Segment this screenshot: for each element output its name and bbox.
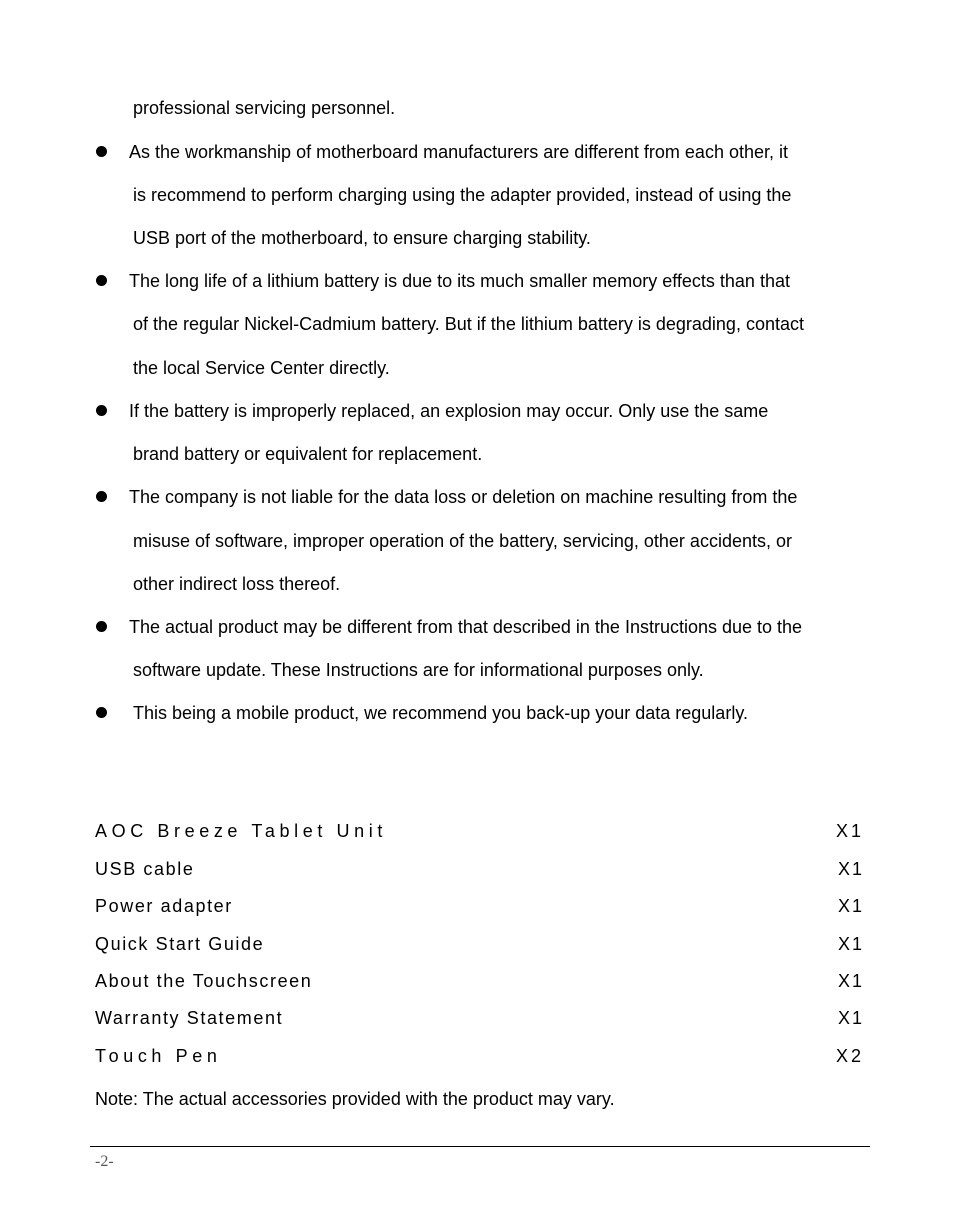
text-line: the local Service Center directly. [133, 358, 390, 378]
accessory-name: Quick Start Guide [95, 934, 265, 954]
accessory-name: AOC Breeze Tablet Unit [95, 821, 387, 841]
bullet-icon [96, 405, 107, 416]
accessory-name: USB cable [95, 859, 195, 879]
accessory-qty: X1 [837, 934, 864, 954]
accessory-name: About the Touchscreen [95, 971, 313, 991]
bullet-text: The actual product may be different from that described in the Instructions due to the [129, 617, 803, 637]
bullet-icon [96, 275, 107, 286]
text-line: is recommend to perform charging using the adapter provided, instead of using the [133, 185, 792, 205]
text-line: other indirect loss thereof. [133, 574, 341, 594]
text-line: brand battery or equivalent for replacement. [133, 444, 483, 464]
accessory-qty: X1 [835, 821, 864, 841]
bullet-icon [96, 146, 107, 157]
bullet-text: As the workmanship of motherboard manufacturers are different from each other, it [129, 142, 788, 162]
bullet-text: The company is not liable for the data loss or deletion on machine resulting from the [129, 487, 798, 507]
accessory-qty: X1 [837, 896, 864, 916]
text-line: software update. These Instructions are for informational purposes only. [133, 660, 704, 680]
accessory-qty: X1 [837, 1008, 864, 1028]
bullet-text: The long life of a lithium battery is due to its much smaller memory effects than that [129, 271, 790, 291]
text-line: misuse of software, improper operation of the battery, servicing, other accidents, or [133, 531, 792, 551]
bullet-icon [96, 621, 107, 632]
text-line: professional servicing personnel. [133, 98, 396, 118]
bullet-text: This being a mobile product, we recommend you back-up your data regularly. [133, 703, 748, 723]
accessory-name: Warranty Statement [95, 1008, 284, 1028]
accessory-name: Touch Pen [95, 1046, 222, 1066]
bullet-text: If the battery is improperly replaced, an explosion may occur. Only use the same [129, 401, 769, 421]
page-number: -2- [95, 1153, 114, 1170]
text-line: USB port of the motherboard, to ensure charging stability. [133, 228, 591, 248]
accessory-qty: X1 [837, 859, 864, 879]
accessory-qty: X2 [835, 1046, 864, 1066]
accessories-note: Note: The actual accessories provided with the product may vary. [95, 1089, 615, 1109]
accessory-name: Power adapter [95, 896, 233, 916]
bullet-icon [96, 707, 107, 718]
accessory-qty: X1 [837, 971, 864, 991]
bullet-icon [96, 491, 107, 502]
footer-divider [90, 1146, 870, 1147]
text-line: of the regular Nickel-Cadmium battery. But if the lithium battery is degrading, contact [133, 314, 804, 334]
